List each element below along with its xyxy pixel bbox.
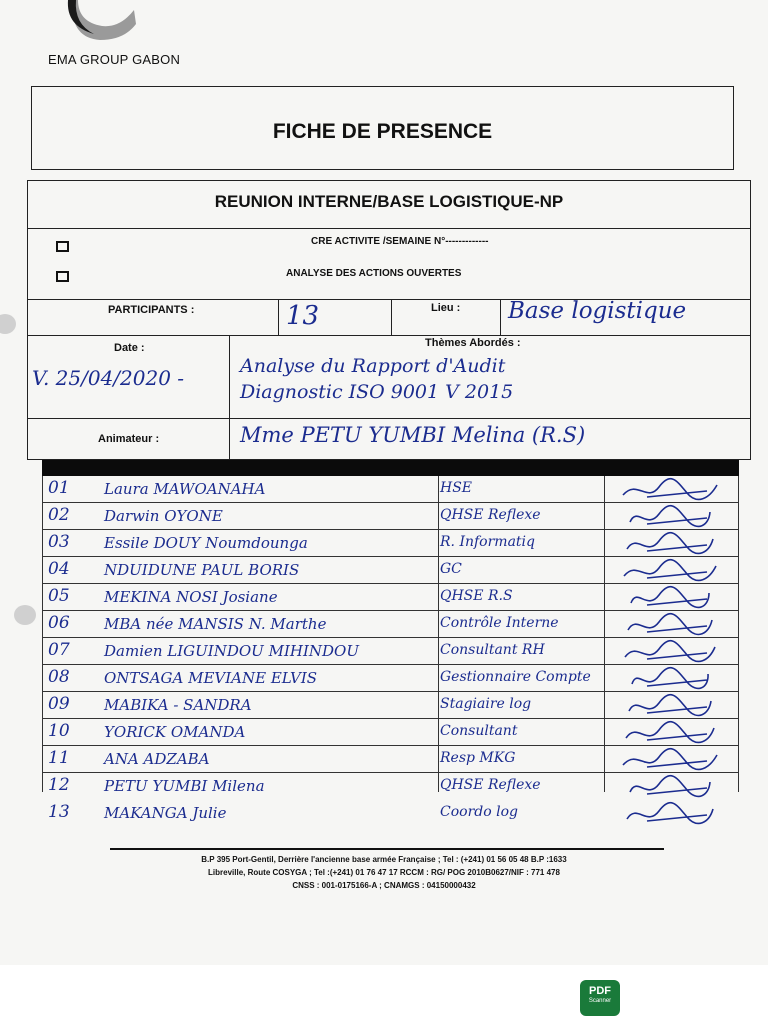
punch-hole [0,314,16,334]
divider [391,299,392,335]
attendee-name: Laura MAWOANAHA [104,480,266,498]
attendee-number: 01 [48,478,70,498]
date-label: Date : [114,342,145,354]
animateur-label: Animateur : [98,433,160,445]
attendee-name: ONTSAGA MEVIANE ELVIS [104,669,318,687]
meeting-form [27,180,751,460]
company-logo [64,0,140,40]
attendee-row [42,611,739,638]
attendee-number: 05 [48,586,70,606]
signature-icon [617,720,727,746]
attendee-number: 03 [48,532,70,552]
attendee-function: R. Informatiq [440,534,535,550]
divider [28,335,750,336]
signature-icon [617,504,727,530]
attendee-function: Consultant RH [440,642,545,658]
attendee-row [42,557,739,584]
attendee-name: YORICK OMANDA [104,723,246,741]
attendee-function: QHSE Reflexe [440,507,541,523]
attendee-name: MABIKA - SANDRA [104,696,252,714]
signature-icon [617,585,727,611]
table-column-divider [604,476,605,792]
attendee-function: Gestionnaire Compte [440,669,591,685]
meeting-title: REUNION INTERNE/BASE LOGISTIQUE-NP [214,192,564,211]
attendee-function: Stagiaire log [440,696,532,712]
themes-label: Thèmes Abordés : [425,337,521,349]
signature-icon [617,693,727,719]
attendee-function: GC [440,561,462,577]
attendee-row [42,746,739,773]
signature-icon [617,531,727,557]
divider [229,335,230,461]
attendee-row [42,665,739,692]
attendee-row [42,773,739,800]
participants-label: PARTICIPANTS : [108,304,195,316]
signature-icon [617,801,727,827]
attendee-name: Essile DOUY Noumdounga [104,534,308,552]
signature-icon [617,666,727,692]
attendee-name: PETU YUMBI Milena [104,777,265,795]
themes-line-2: Diagnostic ISO 9001 V 2015 [240,381,514,403]
divider [28,418,750,419]
attendee-row [42,692,739,719]
attendee-number: 07 [48,640,70,660]
attendee-number: 10 [48,721,70,741]
attendee-number: 12 [48,775,70,795]
attendee-row [42,638,739,665]
footer-rule [110,848,664,850]
attendee-function: Coordo log [440,804,518,820]
title-box [31,86,734,170]
signature-icon [617,774,727,800]
animateur-value: Mme PETU YUMBI Melina (R.S) [240,423,586,447]
badge-title: PDF [589,985,611,997]
pdf-scanner-badge[interactable] [580,980,620,1016]
attendee-number: 08 [48,667,70,687]
attendee-name: NDUIDUNE PAUL BORIS [104,561,300,579]
signature-icon [617,639,727,665]
footer-line-3: CNSS : 001-0175166-A ; CNAMGS : 04150000432 [292,881,476,890]
participants-value: 13 [286,301,320,331]
attendee-function: QHSE R.S [440,588,513,604]
checkbox-cre-activite[interactable] [56,241,69,252]
lieu-label: Lieu : [431,302,461,314]
attendee-number: 04 [48,559,70,579]
punch-hole [14,605,36,625]
attendee-number: 11 [48,748,70,768]
attendee-function: Resp MKG [440,750,516,766]
option-cre-activite-label: CRE ACTIVITE /SEMAINE N°------------- [311,236,489,247]
attendee-name: MBA née MANSIS N. Marthe [104,615,327,633]
attendee-row [42,584,739,611]
attendee-number: 02 [48,505,70,525]
lieu-value: Base logistique [508,298,687,324]
attendee-row [42,719,739,746]
attendee-function: Consultant [440,723,518,739]
attendee-name: Damien LIGUINDOU MIHINDOU [104,642,359,660]
attendee-function: QHSE Reflexe [440,777,541,793]
table-border-left [42,476,43,792]
option-analyse-label: ANALYSE DES ACTIONS OUVERTES [286,268,462,279]
attendee-number: 06 [48,613,70,633]
attendee-name: ANA ADZABA [104,750,210,768]
divider [28,228,750,229]
company-name: EMA GROUP GABON [48,52,181,67]
table-column-divider [438,476,439,792]
themes-line-1: Analyse du Rapport d'Audit [240,355,506,377]
attendee-name: MEKINA NOSI Josiane [104,588,278,606]
divider [278,299,279,335]
signature-icon [617,558,727,584]
form-title: FICHE DE PRESENCE [272,120,493,143]
attendee-number: 13 [48,802,70,822]
attendee-function: Contrôle Interne [440,615,559,631]
attendee-row [42,800,739,827]
attendee-row [42,503,739,530]
date-value: V. 25/04/2020 - [32,366,185,390]
signature-icon [617,747,727,773]
attendee-function: HSE [440,480,473,496]
signature-icon [617,612,727,638]
attendee-row [42,530,739,557]
attendee-name: Darwin OYONE [104,507,223,525]
attendee-number: 09 [48,694,70,714]
footer-line-2: Libreville, Route COSYGA ; Tel :(+241) 01 76 47 17 RCCM : RG/ POG 2010B0627/NIF : 771 478 [208,868,560,877]
footer-line-1: B.P 395 Port-Gentil, Derrière l'ancienne base armée Française ; Tel : (+241) 01 56 05 48 B.P :1633 [201,855,567,864]
attendee-name: MAKANGA Julie [104,804,227,822]
checkbox-analyse-actions[interactable] [56,271,69,282]
badge-subtitle: Scanner [588,998,612,1004]
table-border-right [738,476,739,792]
attendee-row [42,476,739,503]
signature-icon [617,477,727,503]
table-header-bar [42,460,739,476]
divider [500,299,501,335]
